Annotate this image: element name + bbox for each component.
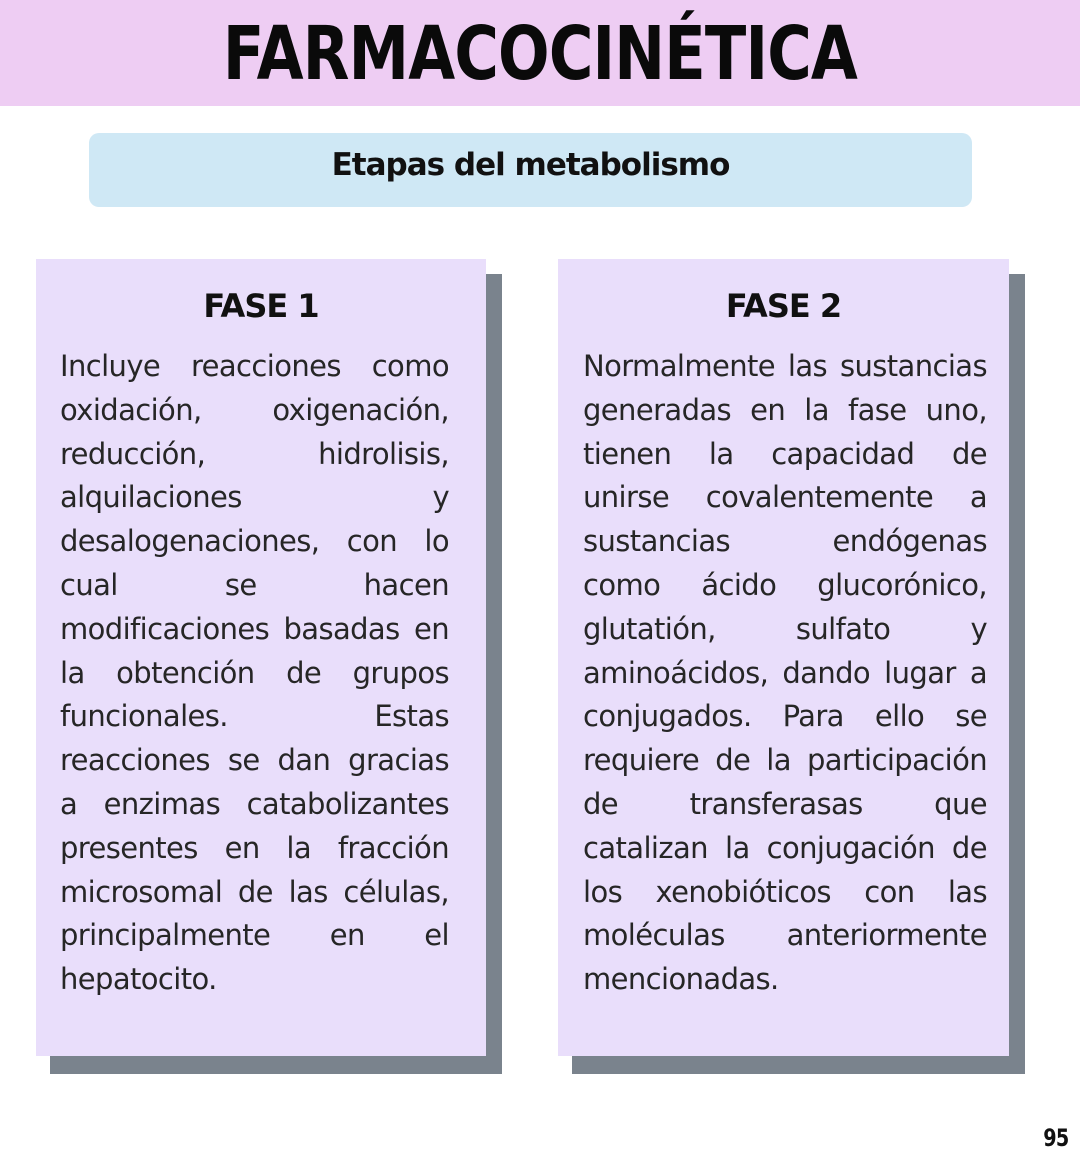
word: hepatocito.	[60, 962, 217, 997]
word: se	[955, 699, 987, 734]
text-line	[60, 608, 449, 652]
word: oxidación,	[60, 392, 202, 427]
text-line	[583, 608, 987, 652]
word: reducción,	[60, 436, 206, 471]
word: ello	[874, 699, 925, 734]
text-line	[60, 783, 449, 827]
word: enzimas	[103, 786, 221, 821]
word: uno,	[925, 392, 987, 427]
word: hidrolisis,	[318, 436, 449, 471]
word: basadas	[283, 611, 400, 646]
text-line	[583, 739, 987, 783]
word: las	[288, 874, 328, 909]
text-line	[583, 389, 987, 433]
text-line	[60, 871, 449, 915]
word: microsomal	[60, 874, 223, 909]
word: como	[371, 349, 449, 383]
card-title-fase-1: FASE 1	[203, 287, 319, 325]
word: alquilaciones	[60, 480, 242, 515]
text-line	[583, 564, 987, 608]
word: cual	[60, 567, 118, 602]
word: Estas	[374, 699, 449, 734]
text-line	[583, 520, 987, 564]
word: fase	[848, 392, 907, 427]
word: glucorónico,	[817, 567, 987, 602]
word: lo	[424, 524, 449, 559]
word: unirse	[583, 480, 670, 515]
text-line	[60, 652, 449, 696]
word: principalmente	[60, 918, 271, 953]
word: que	[934, 786, 987, 821]
text-line	[583, 345, 987, 389]
text-line	[60, 958, 449, 1002]
word: de	[286, 655, 322, 690]
card-title-fase-2: FASE 2	[725, 287, 842, 325]
word: lugar	[884, 655, 956, 690]
word: se	[224, 567, 257, 602]
word: catalizan	[583, 830, 708, 865]
word: sustancias	[839, 349, 987, 383]
word: con	[346, 524, 398, 559]
word: grupos	[352, 655, 449, 690]
card-fase-1	[36, 259, 486, 1056]
word: de	[583, 786, 619, 821]
word: anteriormente	[786, 918, 987, 953]
text-line	[583, 914, 987, 958]
text-line	[583, 652, 987, 696]
word: endógenas	[832, 524, 987, 559]
word: sustancias	[583, 524, 731, 559]
word: la	[60, 655, 85, 690]
word: las	[787, 349, 828, 383]
word: se	[227, 743, 260, 778]
word: de	[951, 436, 987, 471]
word: conjugados.	[583, 699, 752, 734]
word: de	[715, 743, 751, 778]
word: en	[413, 611, 449, 646]
text-line	[60, 914, 449, 958]
word: reacciones	[190, 349, 341, 383]
text-line	[583, 783, 987, 827]
word: de	[951, 830, 987, 865]
text-line	[60, 476, 449, 520]
card-body-fase-2	[583, 345, 987, 1002]
word: generadas	[583, 392, 732, 427]
word: mencionadas.	[583, 962, 779, 997]
word: xenobióticos	[655, 874, 831, 909]
word: en	[329, 918, 365, 953]
word: requiere	[583, 743, 700, 778]
text-line	[583, 827, 987, 871]
word: glutatión,	[583, 611, 716, 646]
word: modificaciones	[60, 611, 270, 646]
text-line	[60, 739, 449, 783]
word: células,	[343, 874, 449, 909]
word: catabolizantes	[246, 786, 449, 821]
text-line	[60, 345, 449, 389]
text-line	[583, 695, 987, 739]
word: aminoácidos,	[583, 655, 769, 690]
card-body-fase-1	[60, 345, 449, 1002]
subtitle-banner	[89, 133, 972, 207]
word: a	[969, 480, 987, 515]
word: desalogenaciones,	[60, 524, 320, 559]
page-title: FARMACOCINÉTICA	[222, 11, 858, 97]
subtitle-text: Etapas del metabolismo	[331, 147, 730, 183]
word: reacciones	[60, 743, 210, 778]
word: capacidad	[771, 436, 915, 471]
word: ácido	[701, 567, 777, 602]
text-line	[60, 695, 449, 739]
word: a	[969, 655, 987, 690]
word: transferasas	[689, 786, 863, 821]
word: y	[970, 611, 987, 646]
word: participación	[806, 743, 987, 778]
word: los	[583, 874, 623, 909]
word: las	[947, 874, 987, 909]
text-line	[583, 958, 987, 1002]
word: hacen	[363, 567, 449, 602]
card-fase-2	[558, 259, 1009, 1056]
text-line	[60, 389, 449, 433]
word: la	[286, 830, 312, 865]
word: sulfato	[795, 611, 891, 646]
word: oxigenación,	[272, 392, 449, 427]
text-line	[60, 520, 449, 564]
word: Para	[782, 699, 844, 734]
word: como	[583, 567, 661, 602]
word: la	[708, 436, 734, 471]
word: la	[804, 392, 829, 427]
word: dando	[782, 655, 871, 690]
word: Normalmente	[583, 349, 776, 383]
word: la	[724, 830, 750, 865]
word: Incluye	[60, 349, 161, 383]
text-line	[583, 871, 987, 915]
text-line	[60, 433, 449, 477]
word: moléculas	[583, 918, 725, 953]
word: en	[750, 392, 786, 427]
text-line	[583, 476, 987, 520]
word: y	[432, 480, 449, 515]
page-number: 95	[1042, 1124, 1068, 1152]
word: conjugación	[766, 830, 935, 865]
word: a	[60, 786, 78, 821]
word: funcionales.	[60, 699, 228, 734]
word: fracción	[337, 830, 449, 865]
word: covalentemente	[705, 480, 934, 515]
text-line	[583, 433, 987, 477]
word: dan	[277, 743, 331, 778]
text-line	[60, 827, 449, 871]
word: obtención	[116, 655, 255, 690]
word: el	[424, 918, 449, 953]
word: gracias	[348, 743, 449, 778]
word: presentes	[60, 830, 198, 865]
word: de	[237, 874, 273, 909]
word: la	[766, 743, 791, 778]
word: en	[224, 830, 260, 865]
word: tienen	[583, 436, 672, 471]
word: con	[864, 874, 915, 909]
text-line	[60, 564, 449, 608]
